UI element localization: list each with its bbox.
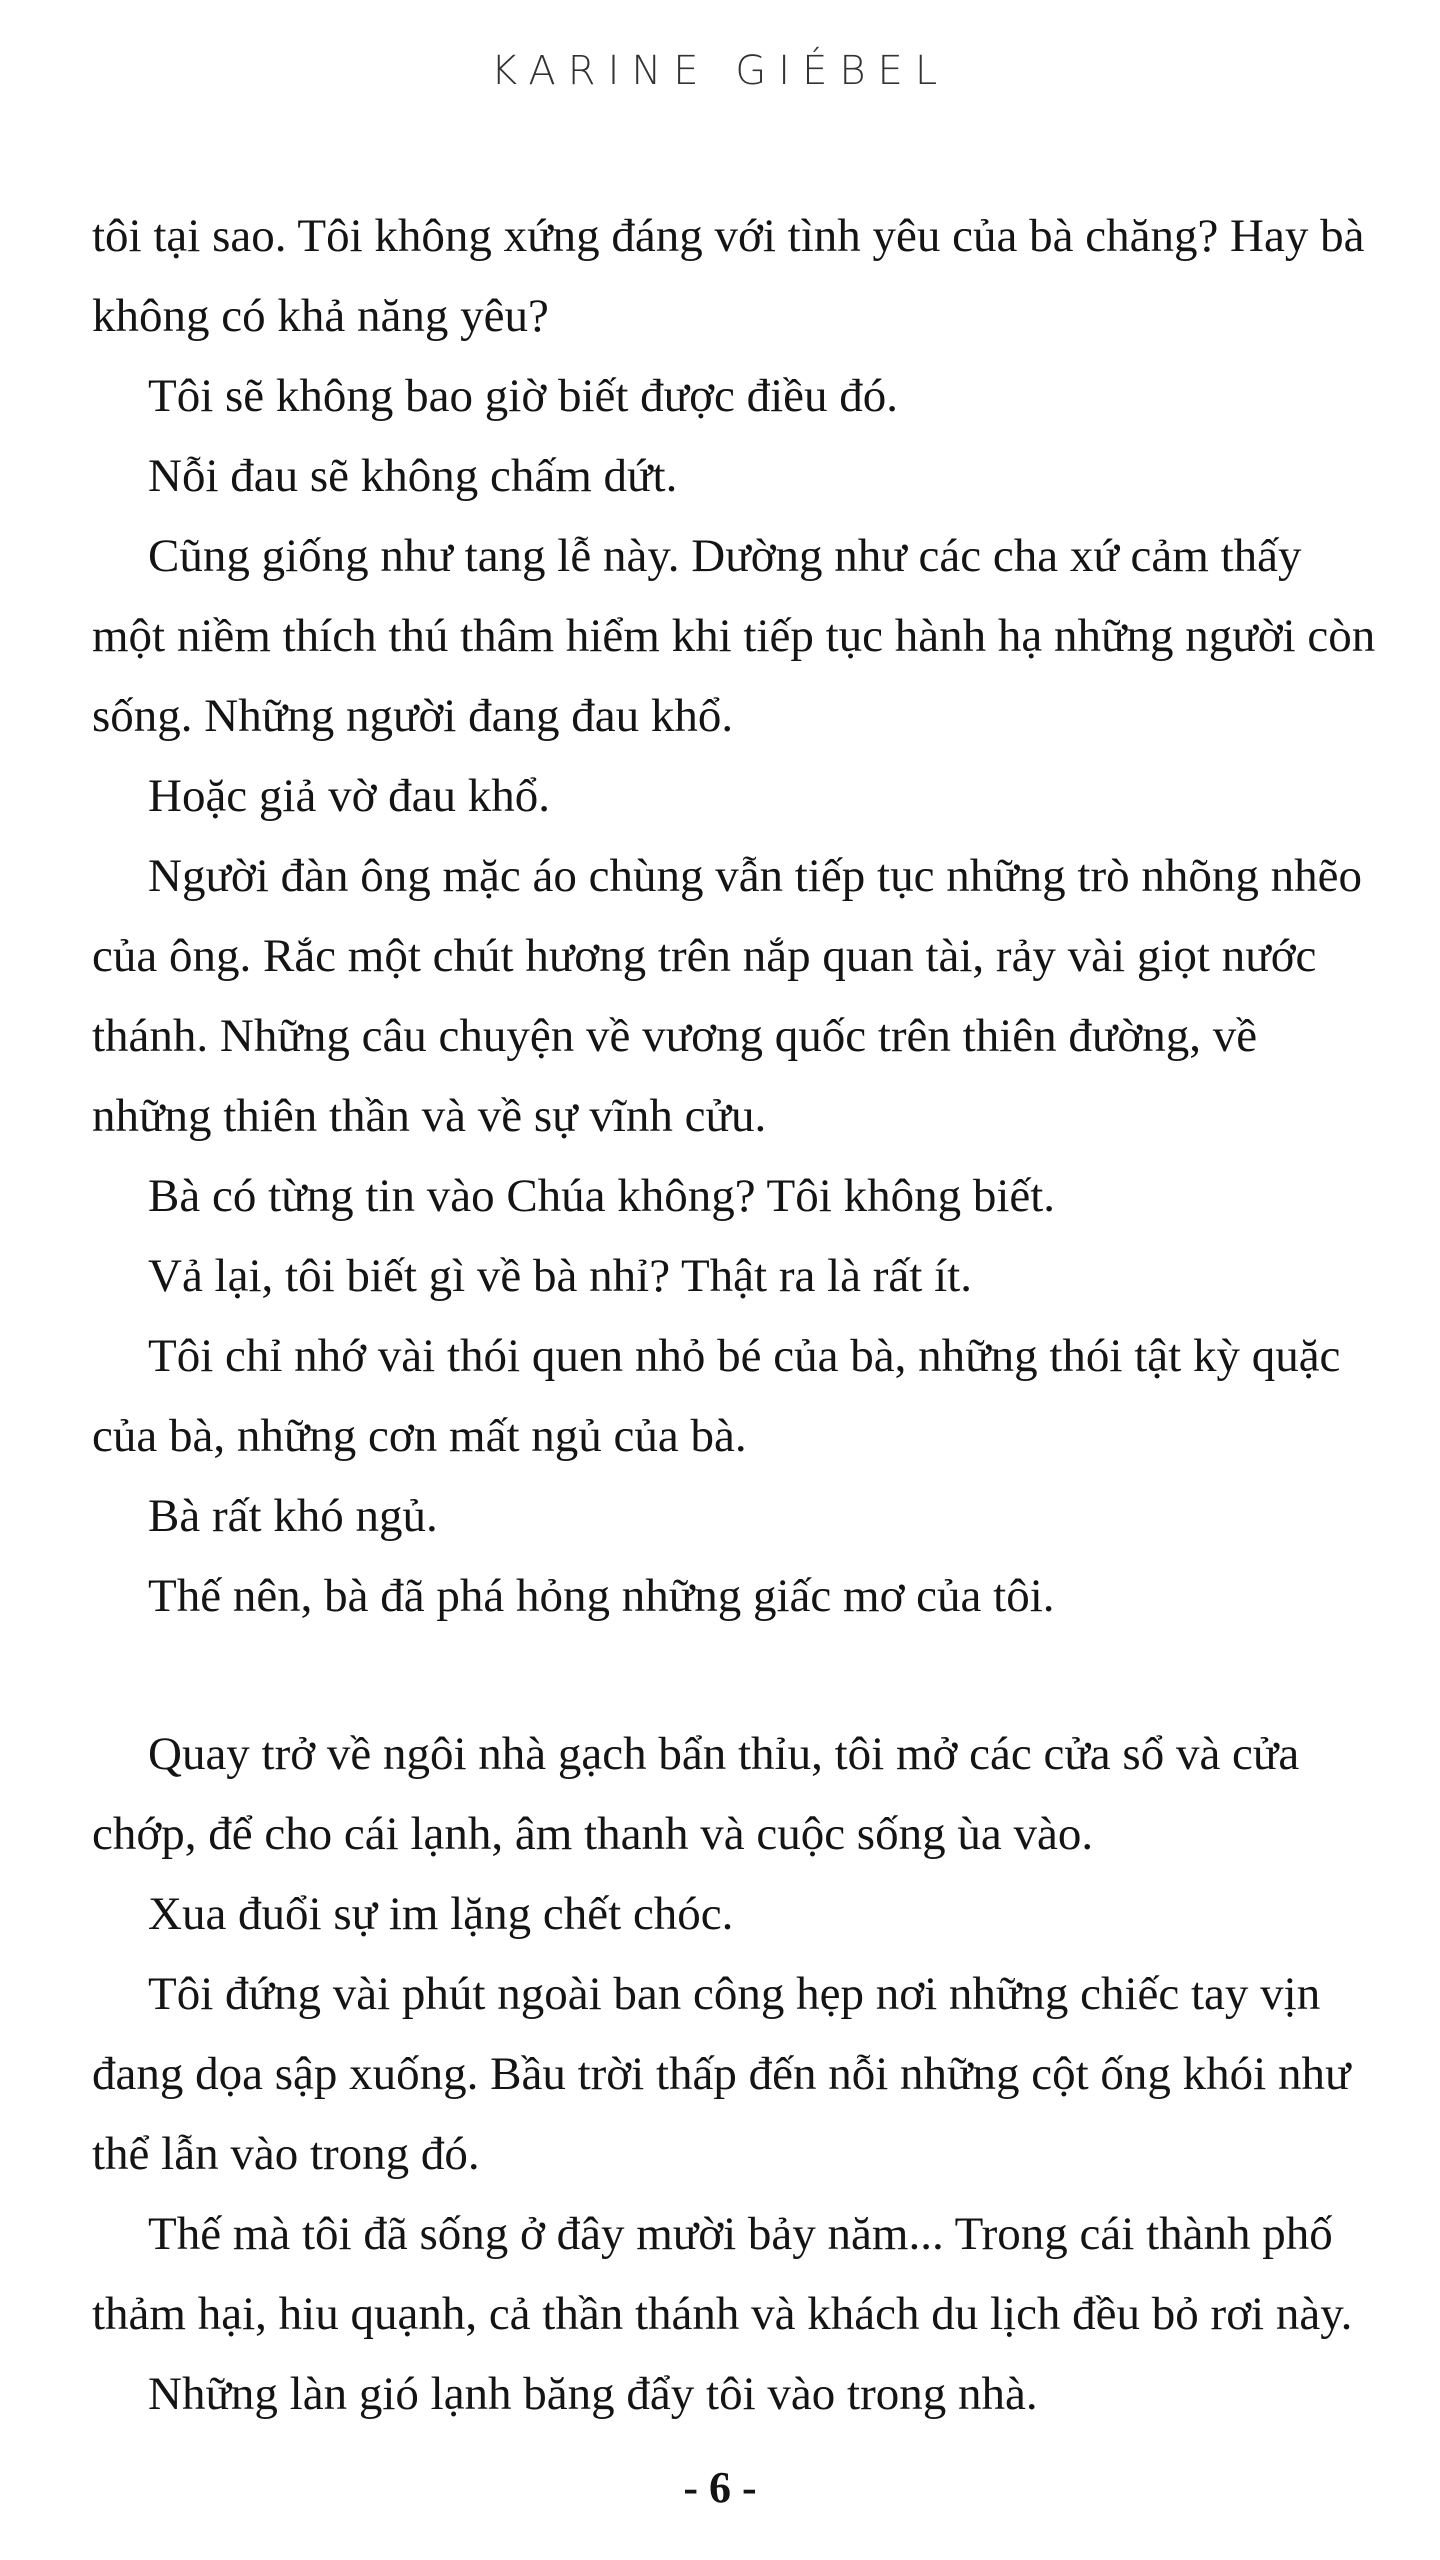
paragraph: Vả lại, tôi biết gì về bà nhỉ? Thật ra là rất ít. — [148, 1250, 972, 1302]
paragraph: Tôi sẽ không bao giờ biết được điều đó. — [148, 370, 899, 422]
body-text — [92, 196, 1382, 2434]
paragraph: Bà rất khó ngủ. — [148, 1490, 438, 1542]
paragraph: Những làn gió lạnh băng đẩy tôi vào trong nhà. — [148, 2368, 1038, 2420]
page-number: - 6 - — [683, 2463, 757, 2512]
paragraph: Thế nên, bà đã phá hỏng những giấc mơ của tôi. — [148, 1570, 1055, 1622]
paragraph: Người đàn ông mặc áo chùng vẫn tiếp tục những trò nhõng nhẽo của ông. Rắc một chút hương trên nắp quan tài, rảy vài giọt nước thánh. Những câu chuyện về vương quốc trên thiên đường, về những thiên thần và về sự vĩnh cửu. — [92, 850, 1362, 1142]
paragraph: Tôi đứng vài phút ngoài ban công hẹp nơi những chiếc tay vịn đang dọa sập xuống. Bầu trời thấp đến nỗi những cột ống khói như thể lẫn vào trong đó. — [92, 1968, 1351, 2180]
paragraph: Thế mà tôi đã sống ở đây mười bảy năm... Trong cái thành phố thảm hại, hiu quạnh, cả thần thánh và khách du lịch đều bỏ rơi này. — [92, 2208, 1353, 2340]
paragraph: Hoặc giả vờ đau khổ. — [148, 770, 551, 822]
paragraph: Bà có từng tin vào Chúa không? Tôi không biết. — [148, 1170, 1056, 1222]
paragraph: Cũng giống như tang lễ này. Dường như các cha xứ cảm thấy một niềm thích thú thâm hiểm khi tiếp tục hành hạ những người còn sống. Những người đang đau khổ. — [92, 530, 1376, 742]
paragraph-continued: tôi tại sao. Tôi không xứng đáng với tình yêu của bà chăng? Hay bà không có khả năng yêu? — [92, 210, 1365, 342]
paragraph-after-scene-break: Quay trở về ngôi nhà gạch bẩn thỉu, tôi mở các cửa sổ và cửa chớp, để cho cái lạnh, âm thanh và cuộc sống ùa vào. — [92, 1728, 1300, 1860]
paragraph: Xua đuổi sự im lặng chết chóc. — [148, 1888, 734, 1940]
paragraph: Nỗi đau sẽ không chấm dứt. — [148, 450, 678, 502]
paragraph: Tôi chỉ nhớ vài thói quen nhỏ bé của bà, những thói tật kỳ quặc của bà, những cơn mất ngủ của bà. — [92, 1330, 1341, 1462]
running-header-author: KARINE GIÉBEL — [490, 48, 950, 94]
